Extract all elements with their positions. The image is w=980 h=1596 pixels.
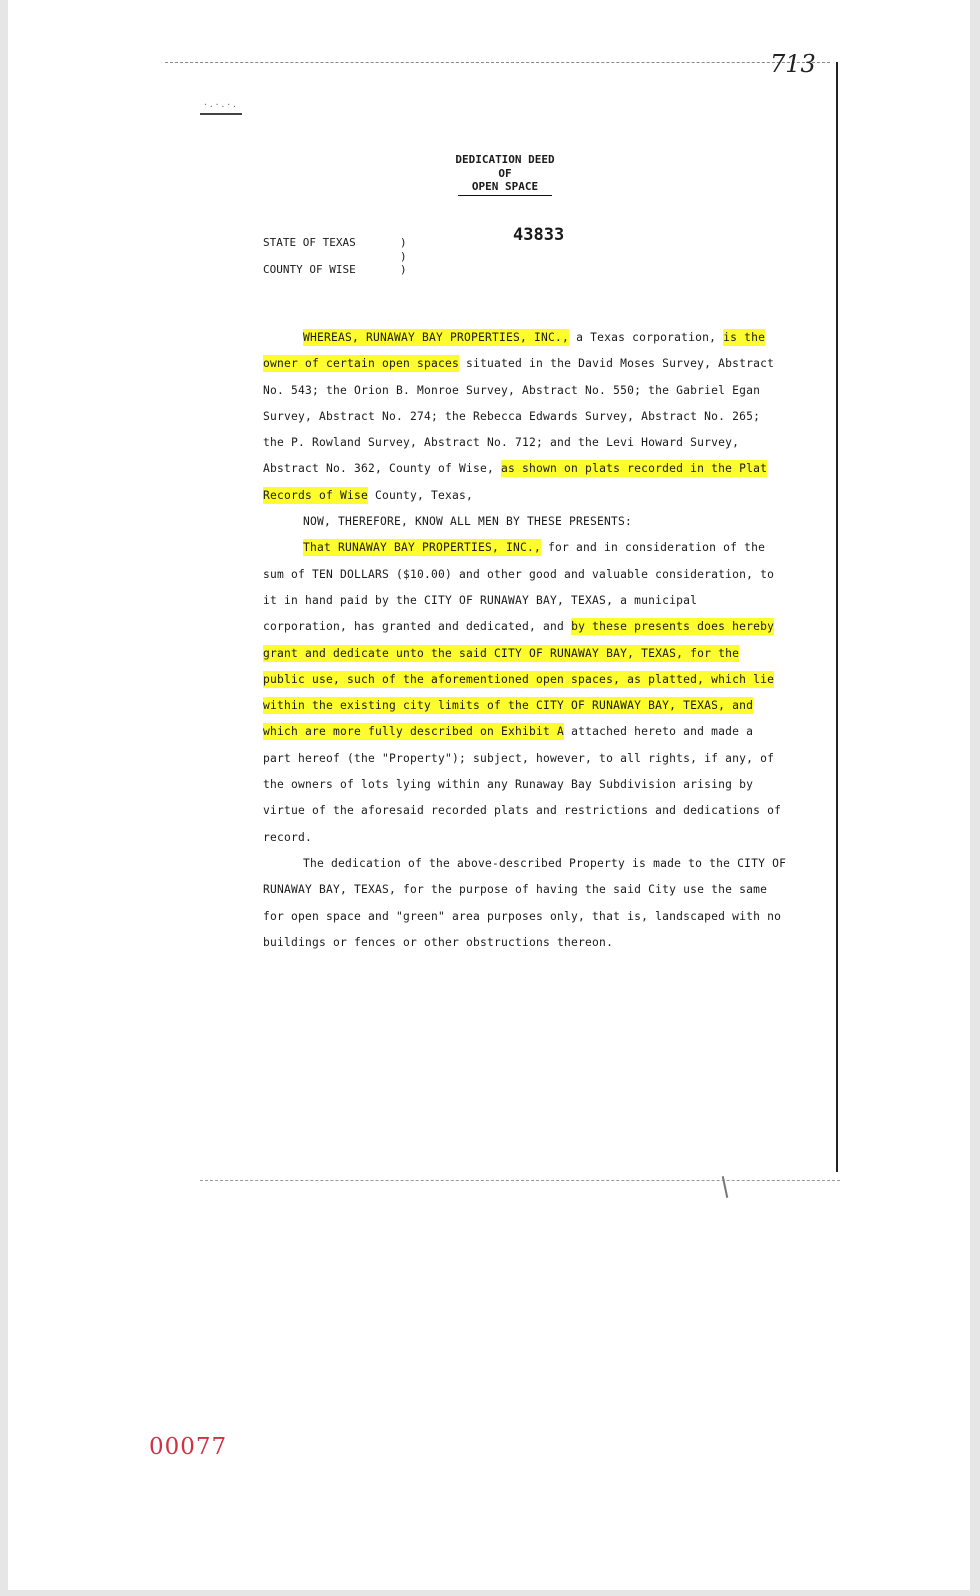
corner-mark (200, 113, 242, 115)
venue-paren: ) (400, 263, 407, 276)
viewer-frame-left (0, 0, 8, 1596)
highlight: WHEREAS, RUNAWAY BAY PROPERTIES, INC., (303, 331, 570, 344)
paragraph-whereas: WHEREAS, RUNAWAY BAY PROPERTIES, INC., a Texas corporation, is the owner of certain open spaces situated in the David Moses Survey, Abstract No. 543; the Orion B. Monroe Survey, Abstract No. 550; the Gabriel Egan Survey, Abstract No. 274; the Rebecca Edwards Survey, Abstract No. 265; the P. Rowland Survey, Abstract No. 712; and the Levi Howard Survey, Abstract No. 362, County of Wise, as shown on plats recorded in the Plat Records of Wise County, Texas, (263, 331, 775, 502)
venue-state: STATE OF TEXAS ) (263, 236, 407, 249)
corner-scrawl: ·.·.·. (203, 100, 238, 109)
deed-title (430, 153, 580, 196)
title-line-1: DEDICATION DEED (455, 153, 555, 166)
scan-top-edge (165, 62, 830, 63)
venue-county: COUNTY OF WISE ) (263, 263, 407, 276)
paragraph-grant: That RUNAWAY BAY PROPERTIES, INC., for and in consideration of the sum of TEN DOLLARS ($10.00) and other good and valuable consideration, to it in hand paid by the CITY OF RUNAWAY BAY, TEXAS, a municipal corporation, has granted and dedicated, and by these presents does hereby grant and dedicate unto the said CITY OF RUNAWAY BAY, TEXAS, for the public use, such of the aforementioned open spaces, as platted, which lie within the existing city limits of the CITY OF RUNAWAY BAY, TEXAS, and which are more fully described on Exhibit A attached hereto and made a part hereof (the "Property"); subject, however, to all rights, if any, of the owners of lots lying within any Runaway Bay Subdivision arising by virtue of the aforesaid recorded plats and restrictions and dedications of record. (263, 541, 782, 844)
title-line-2: OF (498, 166, 512, 180)
viewer-frame-bottom (0, 1590, 980, 1596)
page-number: 713 (770, 50, 816, 78)
highlight: as shown on plats recorded in the Plat Records of Wise (263, 462, 768, 502)
title-line-3: OPEN SPACE (458, 180, 552, 196)
paragraph-dedication-purpose: The dedication of the above-described Property is made to the CITY OF RUNAWAY BAY, TEXAS, for the purpose of having the said City use the same for open space and "green" area purposes only, that is, landscaped with no buildings or fences or other obstructions thereon. (263, 856, 787, 949)
scan-bottom-edge (200, 1180, 840, 1181)
record-number: 43833 (513, 225, 565, 245)
highlight: is the owner of certain open spaces (263, 331, 766, 371)
highlight: by these presents does hereby grant and dedicate unto the said CITY OF RUNAWAY BAY, TEXAS, for the public use, such of the aforementioned open spaces, as platted, which lie within the existing city limits of the CITY OF RUNAWAY BAY, TEXAS, and which are more fully described on Exhibit A (263, 620, 775, 739)
venue-block (263, 236, 407, 277)
highlight: That RUNAWAY BAY PROPERTIES, INC., (303, 541, 542, 555)
venue-paren: ) (400, 249, 407, 263)
paragraph-now-therefore: NOW, THEREFORE, KNOW ALL MEN BY THESE PRESENTS: (303, 515, 633, 529)
deed-body (263, 325, 788, 956)
venue-paren: ) (400, 236, 407, 249)
bates-stamp: 00077 (149, 1434, 228, 1460)
scan-right-edge (836, 62, 838, 1172)
venue-spacer (263, 249, 407, 264)
viewer-frame-right (970, 0, 980, 1596)
